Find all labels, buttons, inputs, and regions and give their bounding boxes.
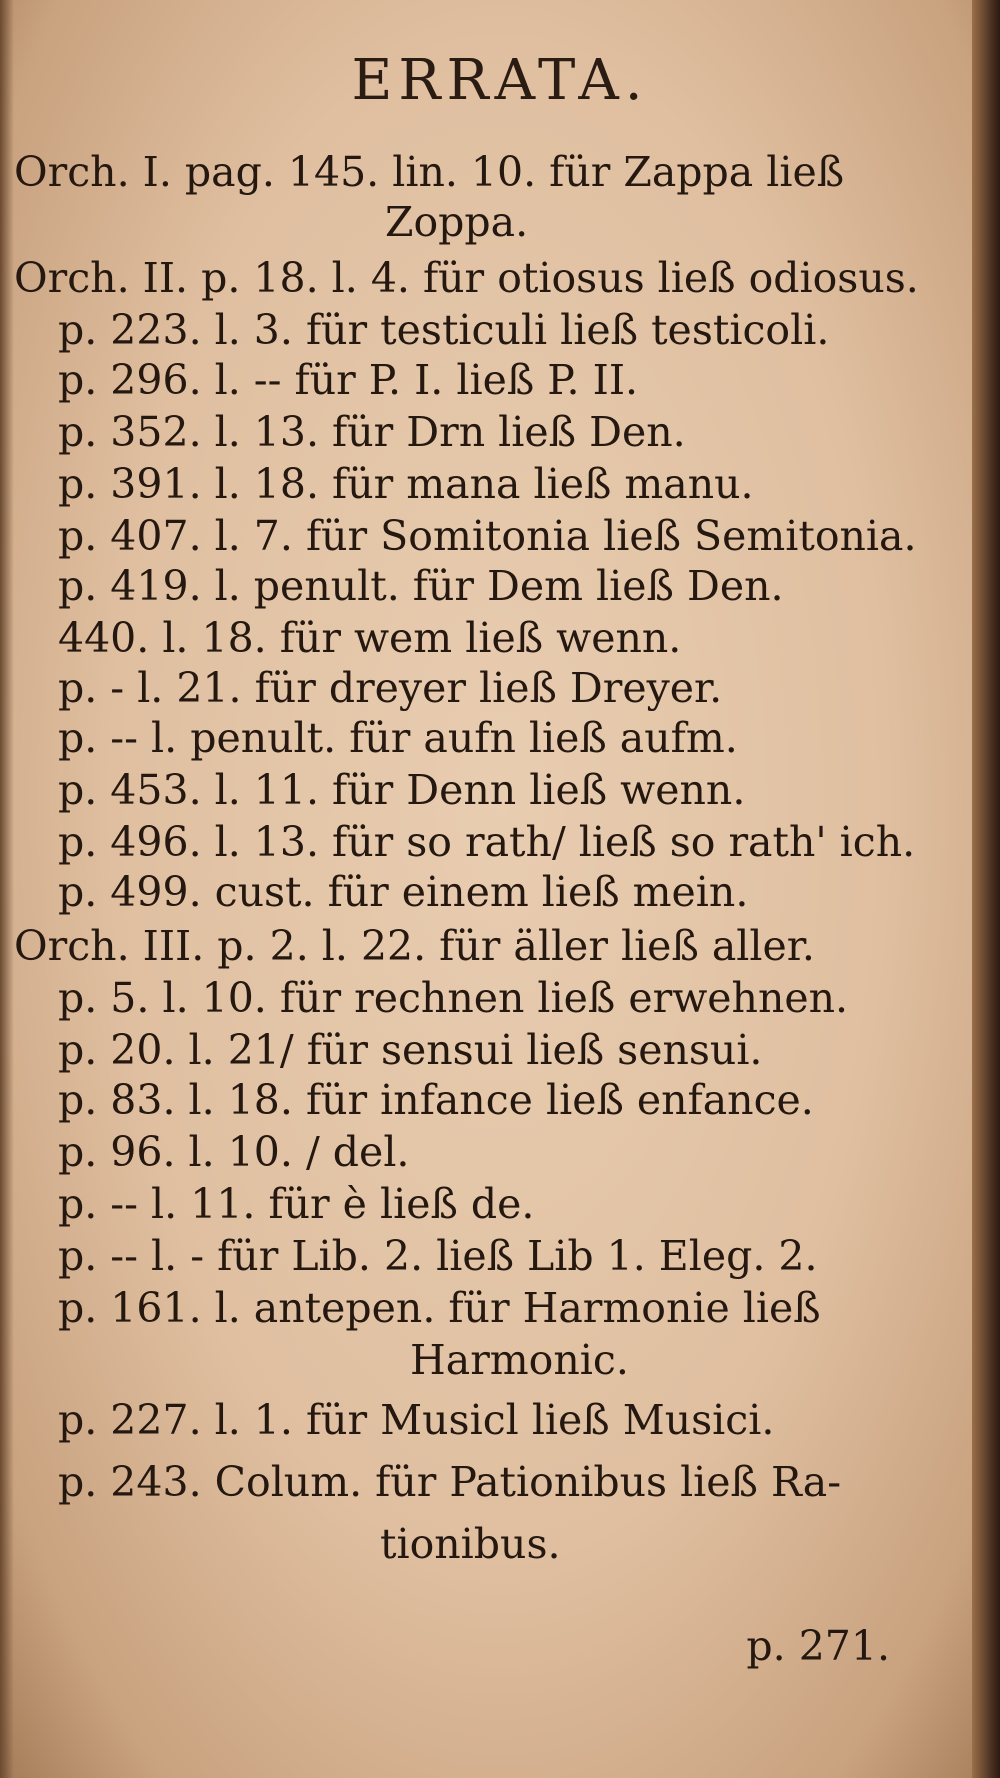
errata-line: Orch. II. p. 18. l. 4. für otiosus ließ odiosus. bbox=[14, 254, 919, 302]
errata-line: p. 96. l. 10. / del. bbox=[58, 1128, 410, 1176]
errata-line: p. -- l. penult. für aufn ließ aufm. bbox=[58, 714, 738, 762]
errata-line: p. 453. l. 11. für Denn ließ wenn. bbox=[58, 766, 746, 814]
page-title: ERRATA. bbox=[351, 48, 649, 113]
errata-line: p. 391. l. 18. für mana ließ manu. bbox=[58, 460, 754, 508]
errata-line: p. 20. l. 21/ für sensui ließ sensui. bbox=[58, 1026, 763, 1074]
errata-line: p. 83. l. 18. für infance ließ enfance. bbox=[58, 1076, 814, 1124]
errata-line: 440. l. 18. für wem ließ wenn. bbox=[58, 614, 682, 662]
errata-line: p. 407. l. 7. für Somitonia ließ Semitonia. bbox=[58, 512, 917, 560]
errata-line: p. 161. l. antepen. für Harmonie ließ bbox=[58, 1284, 821, 1332]
errata-line: tionibus. bbox=[380, 1520, 561, 1568]
errata-line: p. 223. l. 3. für testiculi ließ testicoli. bbox=[58, 306, 830, 354]
errata-line: p. 243. Colum. für Pationibus ließ Ra- bbox=[58, 1458, 842, 1506]
errata-line: Zoppa. bbox=[385, 198, 529, 246]
errata-line: p. -- l. 11. für è ließ de. bbox=[58, 1180, 535, 1228]
errata-line: p. 352. l. 13. für Drn ließ Den. bbox=[58, 408, 686, 456]
errata-line: Orch. III. p. 2. l. 22. für äller ließ aller. bbox=[14, 922, 815, 970]
errata-line: Orch. I. pag. 145. lin. 10. für Zappa ließ bbox=[14, 148, 845, 196]
errata-line: p. - l. 21. für dreyer ließ Dreyer. bbox=[58, 664, 723, 712]
page-binding-edge bbox=[972, 0, 1000, 1778]
errata-line: p. 5. l. 10. für rechnen ließ erwehnen. bbox=[58, 974, 849, 1022]
errata-line: Harmonic. bbox=[410, 1336, 629, 1384]
errata-line: p. 419. l. penult. für Dem ließ Den. bbox=[58, 562, 784, 610]
errata-line: p. 496. l. 13. für so rath/ ließ so rath' ich. bbox=[58, 818, 916, 866]
errata-line: p. 499. cust. für einem ließ mein. bbox=[58, 868, 749, 916]
page-number: p. 271. bbox=[746, 1622, 890, 1670]
errata-line: p. 296. l. -- für P. I. ließ P. II. bbox=[58, 356, 639, 404]
errata-line: p. -- l. - für Lib. 2. ließ Lib 1. Eleg. 2. bbox=[58, 1232, 818, 1280]
errata-line: p. 227. l. 1. für Musicl ließ Musici. bbox=[58, 1396, 775, 1444]
page-left-edge bbox=[0, 0, 14, 1778]
